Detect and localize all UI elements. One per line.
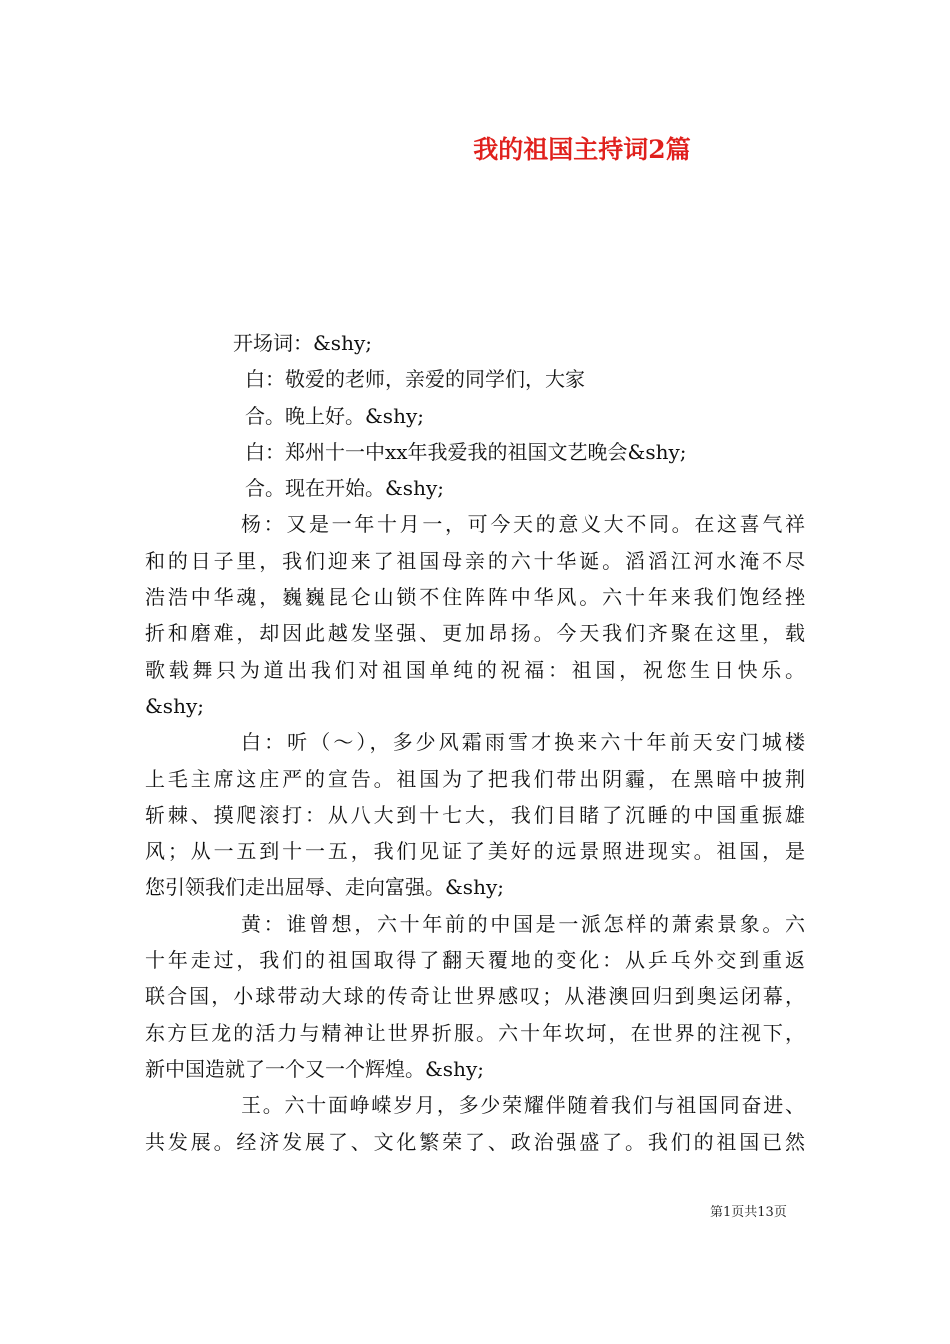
text-line: 黄：谁曾想，六十年前的中国是一派怎样的萧索景象。六 <box>241 911 805 936</box>
text-line: &shy; <box>145 693 204 718</box>
text-line: 白：敬爱的老师，亲爱的同学们，大家 <box>245 367 585 392</box>
text-line: 联合国，小球带动大球的传奇让世界感叹；从港澳回归到奥运闭幕， <box>145 984 805 1009</box>
text-line: 新中国造就了一个又一个辉煌。&shy; <box>145 1056 484 1081</box>
text-line: 斩棘、摸爬滚打：从八大到十七大，我们目睹了沉睡的中国重振雄 <box>145 802 805 827</box>
text-line: 白：郑州十一中xx年我爱我的祖国文艺晚会&shy; <box>245 439 687 464</box>
text-line: 歌载舞只为道出我们对祖国单纯的祝福：祖国，祝您生日快乐。 <box>145 657 805 682</box>
text-line: 十年走过，我们的祖国取得了翻天覆地的变化：从乒乓外交到重返 <box>145 948 805 973</box>
text-line: 您引领我们走出屈辱、走向富强。&shy; <box>145 875 504 900</box>
text-line: 折和磨难，却因此越发坚强、更加昂扬。今天我们齐聚在这里，载 <box>145 621 805 646</box>
text-line: 上毛主席这庄严的宣告。祖国为了把我们带出阴霾，在黑暗中披荆 <box>145 766 805 791</box>
text-line: 共发展。经济发展了、文化繁荣了、政治强盛了。我们的祖国已然 <box>145 1129 805 1154</box>
text-line: 杨：又是一年十月一，可今天的意义大不同。在这喜气祥 <box>241 512 805 537</box>
document-body <box>145 325 805 1160</box>
document-title: 我的祖国主持词2篇 <box>473 135 691 164</box>
text-line: 合。晚上好。&shy; <box>245 403 424 428</box>
text-line: 合。现在开始。&shy; <box>245 476 444 501</box>
page-number-footer: 第1页共13页 <box>710 1205 787 1220</box>
text-line: 白：听（～），多少风霜雨雪才换来六十年前天安门城楼 <box>241 730 805 755</box>
text-line: 浩浩中华魂，巍巍昆仑山锁不住阵阵中华风。六十年来我们饱经挫 <box>145 585 805 610</box>
text-line: 和的日子里，我们迎来了祖国母亲的六十华诞。滔滔江河水淹不尽 <box>145 548 805 573</box>
text-line: 东方巨龙的活力与精神让世界折服。六十年坎坷，在世界的注视下， <box>145 1020 805 1045</box>
text-line: 风；从一五到十一五，我们见证了美好的远景照进现实。祖国，是 <box>145 839 805 864</box>
opening-label: 开场词：&shy; <box>233 331 372 355</box>
text-line: 王。六十面峥嵘岁月，多少荣耀伴随着我们与祖国同奋进、 <box>241 1093 805 1118</box>
